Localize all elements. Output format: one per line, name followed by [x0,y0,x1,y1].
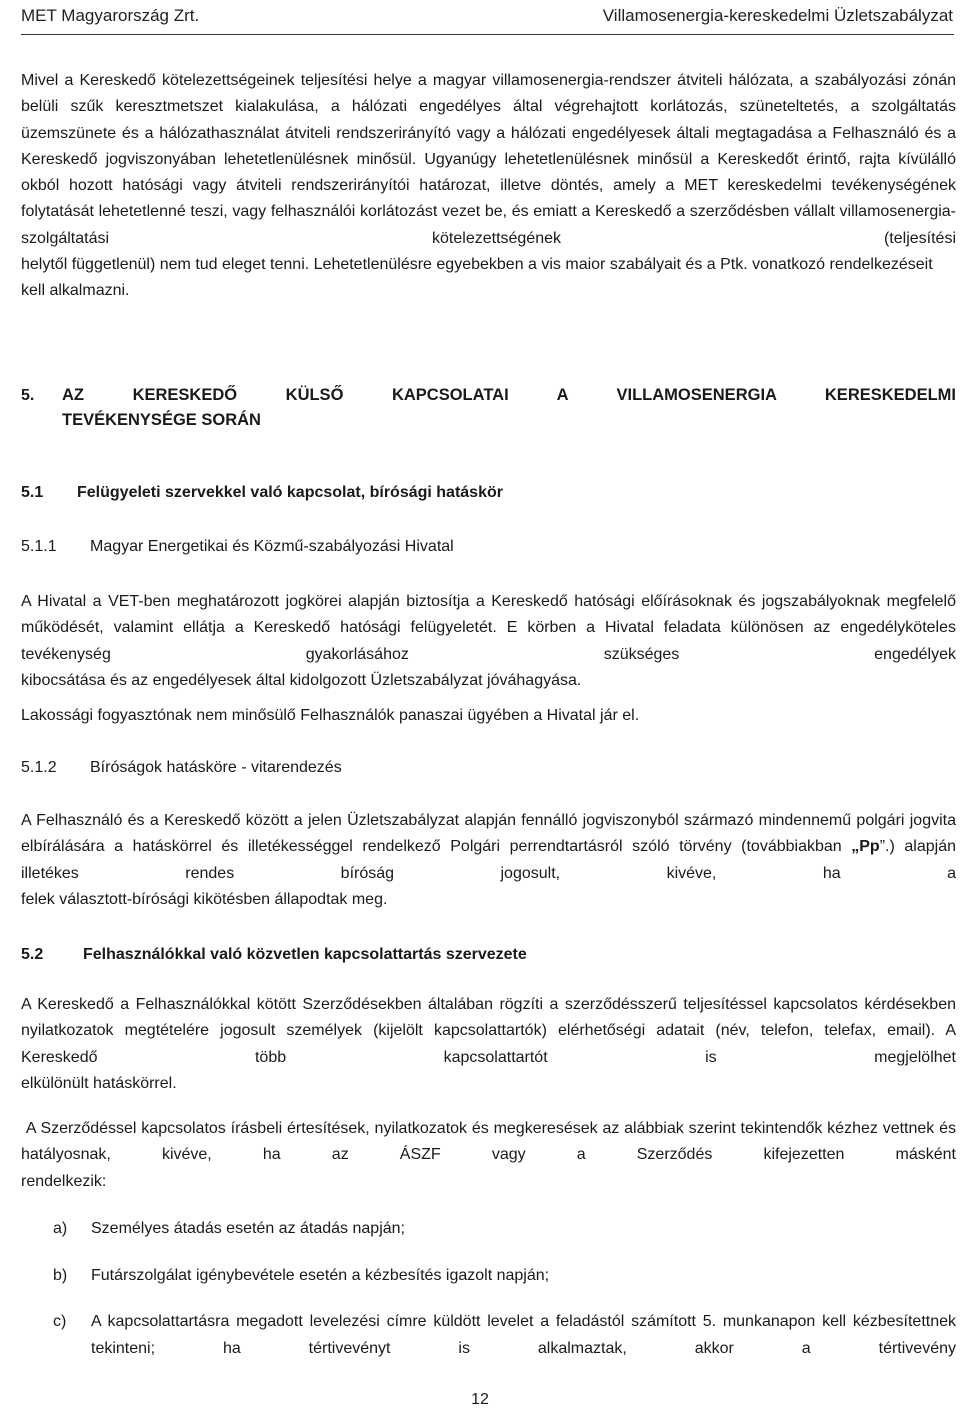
intro-text: Mivel a Kereskedő kötelezettségeinek teljesítési helye a magyar villamosenergia-rendszer átviteli hálózata, a szabályozási zónán belüli szűk keresztmetszet kialakulása, a hálózati engedélyes által végrehajtott korlátozás, szüneteltetés, a szolgáltatás üzemszünete és a hálózathasználat átviteli rendszerirányító vagy a hálózati engedélyesek általi megtagadása a Felhasználó és a Kereskedő jogviszonyában lehetetlenülésnek minősül. Ugyanúgy lehetetlenülésnek minősül a Kereskedőt érintő, rajta kívülálló okból hozott hatósági vagy átviteli rendszerirányítói határozat, illetve döntés, amely a MET kereskedelmi tevékenységének folytatását lehetetlenné teszi, vagy felhasználói korlátozást vezet be, és emiatt a Kereskedő a szerződésben vállalt villamosenergia-szolgáltatási kötelezettségének (teljesítési [21,72,956,247]
section-5-1-2-para-b: ”.) alapján illetékes rendes bíróság jogosult, kivéve, ha a [21,838,956,882]
list-item-label: c) [53,1313,67,1330]
list-item-text: Futárszolgálat igénybevétele esetén a kézbesítés igazolt napján; [91,1267,550,1284]
section-5-1-2-para-last: felek választott-bírósági kikötésben állapodtak meg. [21,890,388,908]
section-5-number: 5. [21,387,35,404]
section-5-2-title: Felhasználókkal való közvetlen kapcsolattartás szervezete [83,946,527,963]
header-company: MET Magyarország Zrt. [21,6,200,25]
section-5-2-para1: A Kereskedő a Felhasználókkal kötött Szerződésekben általában rögzíti a szerződésszerű teljesítéssel kapcsolatos kérdésekben nyilatkozatok megtételére jogosult személyek (kijelölt kapcsolattartók) elérhetőségi adatait (név, telefon, telefax, email). A Kereskedő több kapcsolattartót is megjelölhet [21,996,956,1066]
list-item [21,1215,956,1242]
section-5-1-1-title: Magyar Energetikai és Közmű-szabályozási Hivatal [90,538,454,555]
header-divider [21,34,954,35]
list-item [21,1262,956,1289]
section-5-1-2-paragraph [21,808,956,913]
section-5-2-paragraph-1 [21,992,956,1097]
page-number: 12 [471,1391,489,1408]
section-5-title-cont: TEVÉKENYSÉGE SORÁN [62,411,261,429]
section-5-1-title: Felügyeleti szervekkel való kapcsolat, bírósági hatáskör [77,484,503,501]
section-5-1-1-paragraph [21,589,956,694]
intro-paragraph [21,68,956,305]
list-item-text: A kapcsolattartásra megadott levelezési címre küldött levelet a feladástól számított 5. munkanapon kell kézbesítettnek tekinteni; ha tértivevényt is alkalmaztak, akkor a tértivevény [91,1313,956,1357]
section-5-1-2-pp: „Pp [851,838,880,856]
section-5-title: AZ KERESKEDŐ KÜLSŐ KAPCSOLATAI A VILLAMOSENERGIA KERESKEDELMI [62,386,956,404]
section-5-2-para2: A Szerződéssel kapcsolatos írásbeli értesítések, nyilatkozatok és megkeresések az alábbiak szerint tekintendők kézhez vettnek és hatályosnak, kivéve, ha az ÁSZF vagy a Szerződés kifejezetten másként [21,1120,956,1164]
section-5-2-paragraph-2 [21,1116,956,1195]
list-item-text: Személyes átadás esetén az átadás napján; [91,1220,405,1237]
section-5-1-2-title: Bíróságok hatásköre - vitarendezés [90,759,342,776]
section-5-2-para2-last: rendelkezik: [21,1172,107,1190]
section-5-2-number: 5.2 [21,946,44,963]
intro-text-last: helytől függetlenül) nem tud eleget tenni. Lehetetlenülésre egyebekben a vis maior szabályait és a Ptk. vonatkozó rendelkezéseit kell alkalmazni. [21,256,933,300]
section-5-1-1-para1: A Hivatal a VET-ben meghatározott jogkörei alapján biztosítja a Kereskedő hatósági előírásoknak és jogszabályoknak megfelelő működését, valamint ellátja a Kereskedő hatósági felügyeletét. E körben a Hivatal feladata különösen az engedélyköteles tevékenység gyakorlásához szükséges engedélyek [21,593,956,663]
section-5-1-1-para2: Lakossági fogyasztónak nem minősülő Felhasználók panaszai ügyében a Hivatal jár el. [21,707,640,724]
header-document-title: Villamosenergia-kereskedelmi Üzletszabályzat [602,6,953,25]
section-5-1-2-number: 5.1.2 [21,759,57,776]
list-item-label: a) [53,1220,68,1237]
section-5-1-1-number: 5.1.1 [21,538,57,555]
section-5-1-2-para-a: A Felhasználó és a Kereskedő között a jelen Üzletszabályzat alapján fennálló jogviszonyból származó mindennemű polgári jogvita elbírálására a hatáskörrel és illetékességgel rendelkező Polgári perrendtartásról szóló törvény (továbbiakban [21,812,956,856]
section-5-1-1-para1-last: kibocsátása és az engedélyesek által kidolgozott Üzletszabályzat jóváhagyása. [21,671,582,689]
section-5-1-number: 5.1 [21,484,44,501]
list-item-label: b) [53,1267,68,1284]
list-item [21,1308,956,1362]
section-5-2-para1-last: elkülönült hatáskörrel. [21,1074,177,1092]
